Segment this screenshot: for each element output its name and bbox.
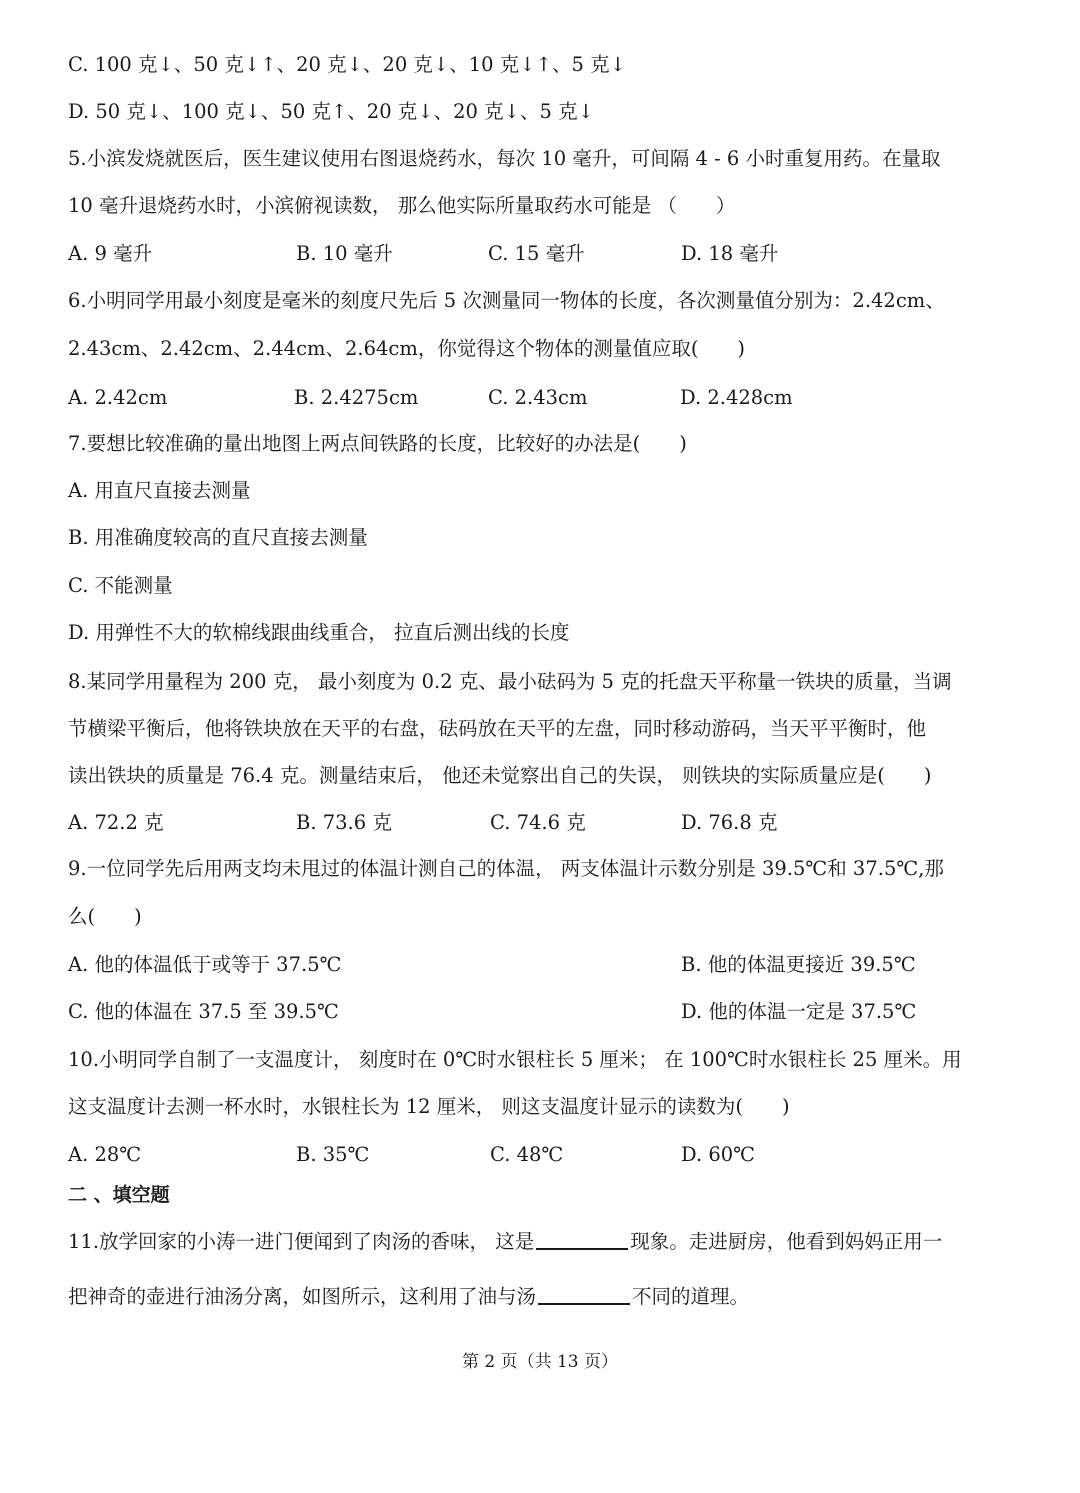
q8-option-a: A. 72.2 克 bbox=[68, 811, 164, 834]
q9-option-d: D. 他的体温一定是 37.5℃ bbox=[681, 1000, 917, 1023]
q5-option-d: D. 18 毫升 bbox=[681, 242, 779, 265]
q8-option-d: D. 76.8 克 bbox=[681, 811, 778, 834]
q8-option-b: B. 73.6 克 bbox=[296, 811, 392, 834]
q5-stem-line2: 10 毫升退烧药水时，小滨俯视读数， 那么他实际所量取药水可能是 （ ） bbox=[68, 194, 736, 217]
q10-option-b: B. 35℃ bbox=[296, 1143, 370, 1166]
q7-option-c: C. 不能测量 bbox=[68, 574, 173, 597]
q10-stem-line2: 这支温度计去测一杯水时，水银柱长为 12 厘米， 则这支温度计显示的读数为( ) bbox=[68, 1095, 790, 1118]
q6-option-b: B. 2.4275cm bbox=[294, 386, 419, 409]
q11-line1-text-b: 现象。走进厨房，他看到妈妈正用一 bbox=[630, 1230, 943, 1253]
section-heading-fill-in: 二 、填空题 bbox=[68, 1184, 170, 1206]
q10-stem-line1: 10.小明同学自制了一支温度计， 刻度时在 0℃时水银柱长 5 厘米； 在 100℃时水银柱长 25 厘米。用 bbox=[68, 1048, 962, 1071]
q9-option-c: C. 他的体温在 37.5 至 39.5℃ bbox=[68, 1000, 339, 1023]
q10-option-c: C. 48℃ bbox=[490, 1143, 564, 1166]
q9-option-a: A. 他的体温低于或等于 37.5℃ bbox=[68, 953, 342, 976]
q5-option-a: A. 9 毫升 bbox=[68, 242, 153, 265]
q8-stem-line2: 节横梁平衡后，他将铁块放在天平的右盘，砝码放在天平的左盘，同时移动游码，当天平平衡时，他 bbox=[68, 717, 927, 740]
q7-option-a: A. 用直尺直接去测量 bbox=[68, 479, 251, 502]
q9-option-b: B. 他的体温更接近 39.5℃ bbox=[681, 953, 916, 976]
q6-option-d: D. 2.428cm bbox=[680, 386, 793, 409]
q11-line1-text-a: 11.放学回家的小涛一进门便闻到了肉汤的香味， 这是 bbox=[68, 1230, 535, 1253]
q11-blank-2[interactable] bbox=[538, 1283, 630, 1305]
page-number-footer: 第 2 页（共 13 页） bbox=[461, 1352, 619, 1372]
q11-blank-1[interactable] bbox=[536, 1228, 628, 1250]
q11-line2-text-b: 不同的道理。 bbox=[632, 1285, 750, 1308]
q4-option-d: D. 50 克↓、100 克↓、50 克↑、20 克↓、20 克↓、5 克↓ bbox=[68, 100, 594, 123]
q10-option-d: D. 60℃ bbox=[681, 1143, 755, 1166]
q9-stem-line2: 么( ) bbox=[68, 905, 142, 928]
q11-line2-text-a: 把神奇的壶进行油汤分离，如图所示，这利用了油与汤 bbox=[68, 1285, 537, 1308]
q6-stem-line1: 6.小明同学用最小刻度是毫米的刻度尺先后 5 次测量同一物体的长度，各次测量值分别为：2.42cm、 bbox=[68, 289, 945, 312]
q7-option-b: B. 用准确度较高的直尺直接去测量 bbox=[68, 526, 368, 549]
q6-stem-line2: 2.43cm、2.42cm、2.44cm、2.64cm，你觉得这个物体的测量值应取( ) bbox=[68, 337, 746, 360]
q6-option-a: A. 2.42cm bbox=[68, 386, 168, 409]
q11-line2 bbox=[68, 1283, 749, 1311]
q5-option-b: B. 10 毫升 bbox=[296, 242, 393, 265]
q8-stem-line1: 8.某同学用量程为 200 克， 最小刻度为 0.2 克、最小砝码为 5 克的托盘天平称量一铁块的质量，当调 bbox=[68, 670, 952, 693]
q11-line1 bbox=[68, 1228, 942, 1256]
q5-stem-line1: 5.小滨发烧就医后，医生建议使用右图退烧药水，每次 10 毫升，可间隔 4 - 6 小时重复用药。在量取 bbox=[68, 147, 941, 170]
q4-option-c: C. 100 克↓、50 克↓↑、20 克↓、20 克↓、10 克↓↑、5 克↓ bbox=[68, 53, 626, 76]
q7-stem: 7.要想比较准确的量出地图上两点间铁路的长度，比较好的办法是( ) bbox=[68, 432, 687, 455]
q8-stem-line3: 读出铁块的质量是 76.4 克。测量结束后， 他还未觉察出自己的失误， 则铁块的实际质量应是( ) bbox=[68, 764, 932, 787]
q10-option-a: A. 28℃ bbox=[68, 1143, 142, 1166]
q5-option-c: C. 15 毫升 bbox=[488, 242, 585, 265]
q9-stem-line1: 9.一位同学先后用两支均未甩过的体温计测自己的体温， 两支体温计示数分别是 39.5℃和 37.5℃,那 bbox=[68, 857, 944, 880]
q7-option-d: D. 用弹性不大的软棉线跟曲线重合， 拉直后测出线的长度 bbox=[68, 621, 570, 644]
q8-option-c: C. 74.6 克 bbox=[490, 811, 586, 834]
q6-option-c: C. 2.43cm bbox=[488, 386, 588, 409]
